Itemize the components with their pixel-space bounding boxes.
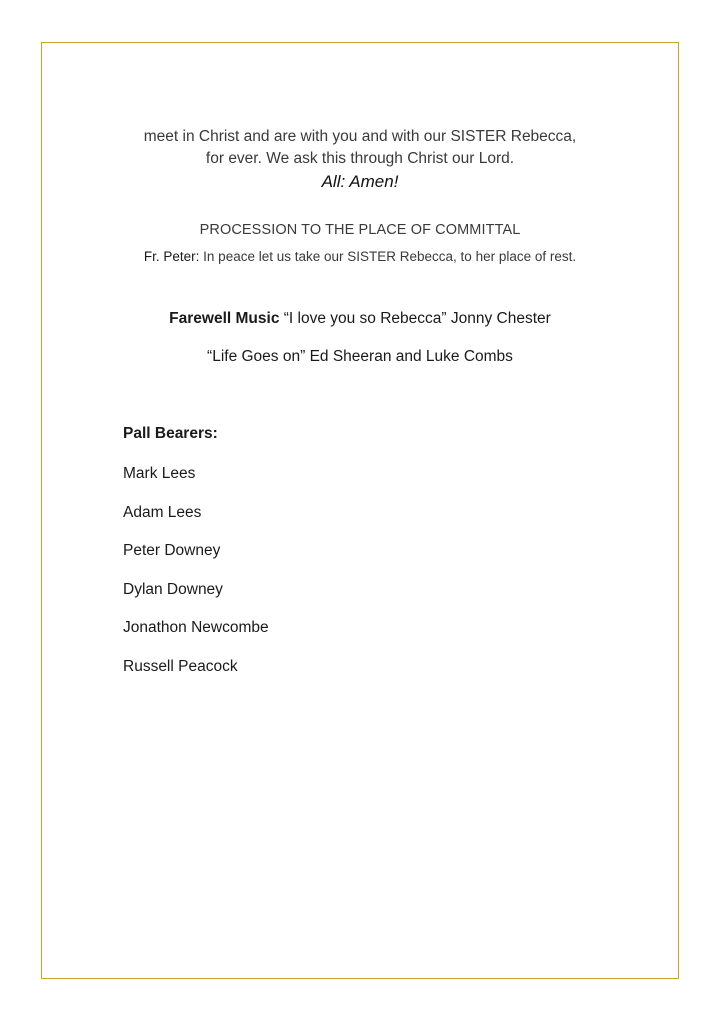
committal-prayer: [41, 126, 679, 170]
pall-bearer-name: Mark Lees: [123, 465, 196, 482]
pall-bearer-name: Adam Lees: [123, 503, 202, 521]
farewell-song-1: “I love you so Rebecca” Jonny Chester: [283, 310, 551, 327]
procession-heading: PROCESSION TO THE PLACE OF COMMITTAL: [199, 222, 521, 238]
committal-line-2: for ever. We ask this through Christ our Lord.: [205, 150, 515, 167]
pall-bearer-name: Jonathon Newcombe: [123, 619, 269, 637]
pall-bearer-name: Russell Peacock: [123, 657, 238, 675]
pall-bearer-name: Peter Downey: [123, 542, 221, 560]
pall-bearer-name: Dylan Downey: [123, 580, 223, 598]
committal-line-1: meet in Christ and are with you and with our SISTER Rebecca,: [143, 128, 577, 145]
pall-bearers-heading: Pall Bearers:: [123, 425, 218, 442]
farewell-song-2: “Life Goes on” Ed Sheeran and Luke Combs: [207, 348, 513, 365]
amen-response: All: Amen!: [321, 172, 399, 191]
procession-prayer: In peace let us take our SISTER Rebecca, to her place of rest.: [203, 249, 577, 264]
speaker-label: Fr. Peter:: [143, 249, 200, 264]
procession-text: [41, 247, 679, 266]
pall-bearers-list: [123, 425, 269, 697]
farewell-music-label: Farewell Music: [169, 310, 280, 327]
farewell-music-line: [41, 310, 679, 328]
